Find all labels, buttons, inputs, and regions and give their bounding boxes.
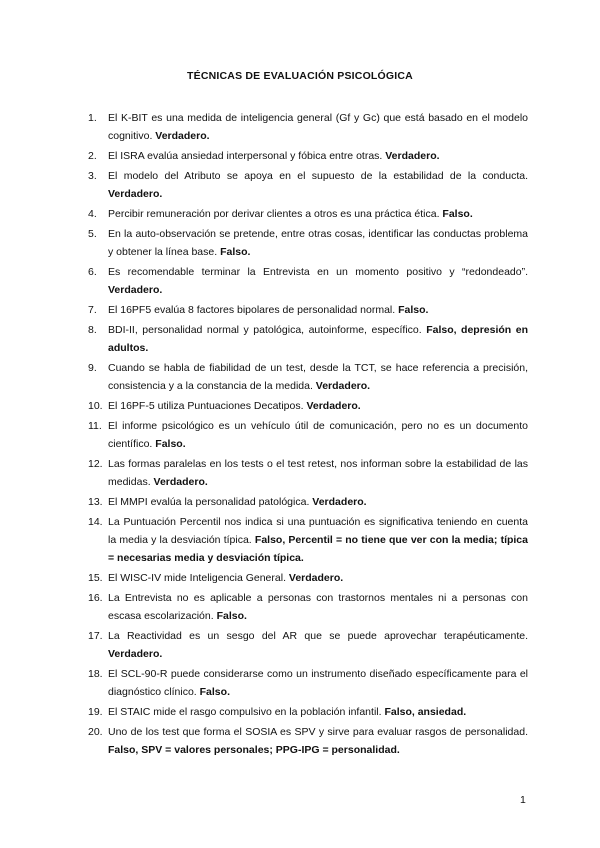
item-number: 4. [88,207,97,220]
item-number: 6. [88,265,97,278]
item-answer: Falso. [442,207,473,220]
item-number: 8. [88,323,97,336]
item-statement: El informe psicológico es un vehículo útil de comunicación, pero no es un documento científico. [108,419,528,451]
item-answer: Verdadero. [108,284,163,297]
page-title: TÉCNICAS DE EVALUACIÓN PSICOLÓGICA [187,70,413,82]
item-answer: Falso, Percentil = no tiene que ver con la media; típica = necesarias media y desviación típica. [108,534,528,565]
item-number: 11. [88,419,102,432]
list-item [88,455,528,492]
item-answer: Falso. [199,686,230,699]
item-answer: Falso. [155,438,186,451]
item-answer: Falso. [216,610,247,623]
item-number: 18. [88,668,103,681]
page-number: 1 [520,794,526,806]
item-answer: Verdadero. [108,188,163,201]
item-number: 3. [88,169,97,182]
item-answer: Verdadero. [306,399,361,412]
list-item [88,109,528,146]
item-answer: Verdadero. [315,380,371,393]
item-number: 16. [88,591,103,604]
item-statement: El K-BIT es una medida de inteligencia general (Gf y Gc) que está basado en el modelo cognitivo. [108,112,528,143]
item-statement: El WISC-IV mide Inteligencia General. [108,572,289,585]
item-answer: Falso. [220,246,251,259]
list-item [88,167,528,204]
item-answer: Falso. [398,303,429,316]
list-item [88,627,528,664]
list-item [88,147,528,165]
item-number: 20. [88,726,103,738]
item-statement: La Puntuación Percentil nos indica si una puntuación es significativa teniendo en cuenta la media y la desviación típica. [108,515,528,547]
item-answer: Falso, SPV = valores personales; PPG-IPG = personalidad. [108,744,400,757]
item-statement: El modelo del Atributo se apoya en el supuesto de la estabilidad de la conducta. [108,169,528,182]
list-item [88,665,528,702]
item-number: 15. [88,572,103,585]
item-number: 5. [88,227,97,240]
list-item [88,359,528,396]
item-number: 13. [88,495,103,508]
item-answer: Falso, depresión en adultos. [108,323,528,355]
item-answer: Verdadero. [288,572,344,585]
list-item [88,493,528,511]
item-statement: Cuando se habla de fiabilidad de un test, desde la TCT, se hace referencia a precisión, consistencia y a la constancia de la medida. [108,361,528,393]
item-statement: Percibir remuneración por derivar clientes a otros es una práctica ética. [108,207,443,220]
list-item [88,397,528,415]
list-item [88,513,528,568]
item-number: 1. [88,112,97,124]
item-answer: Verdadero. [385,150,440,163]
item-number: 2. [88,150,97,163]
item-answer: Verdadero. [153,476,208,489]
list-item [88,703,528,721]
item-number: 12. [88,457,103,470]
item-number: 19. [88,706,103,719]
item-statement: El 16PF-5 utiliza Puntuaciones Decatipos. [108,399,307,412]
item-statement: El STAIC mide el rasgo compulsivo en la población infantil. [108,706,385,719]
list-item [88,417,528,454]
list-item [88,723,528,760]
item-statement: El 16PF5 evalúa 8 factores bipolares de personalidad normal. [108,303,399,316]
item-statement: BDI-II, personalidad normal y patológica, autoinforme, específico. [108,323,427,336]
question-list [88,109,528,761]
item-answer: Verdadero. [108,648,163,661]
item-statement: El MMPI evalúa la personalidad patológica. [108,495,313,508]
item-number: 9. [88,361,97,374]
item-statement: Las formas paralelas en los tests o el test retest, nos informan sobre la estabilidad de las medidas. [108,457,528,489]
list-item [88,225,528,262]
list-item [88,321,528,358]
item-statement: La Entrevista no es aplicable a personas con trastornos mentales ni a personas con escasa escolarización. [108,591,528,623]
list-item [88,569,528,587]
list-item [88,589,528,626]
item-statement: La Reactividad es un sesgo del AR que se puede aprovechar terapéuticamente. [108,630,528,643]
item-number: 7. [88,303,97,316]
item-statement: Uno de los test que forma el SOSIA es SPV y sirve para evaluar rasgos de personalidad. [108,726,528,738]
item-number: 10. [88,399,103,412]
item-statement: El SCL-90-R puede considerarse como un instrumento diseñado específicamente para el diagnóstico clínico. [108,668,528,699]
item-answer: Verdadero. [155,130,210,143]
list-item [88,263,528,300]
list-item [88,301,528,319]
item-answer: Falso, ansiedad. [384,706,467,719]
item-statement: Es recomendable terminar la Entrevista en un momento positivo y “redondeado”. [108,265,528,278]
item-answer: Verdadero. [312,495,367,508]
item-number: 14. [88,515,103,528]
list-item [88,205,528,223]
item-statement: El ISRA evalúa ansiedad interpersonal y fóbica entre otras. [108,150,386,163]
item-number: 17. [88,630,103,643]
item-statement: En la auto-observación se pretende, entre otras cosas, identificar las conductas problema y obtener la línea base. [108,227,528,259]
